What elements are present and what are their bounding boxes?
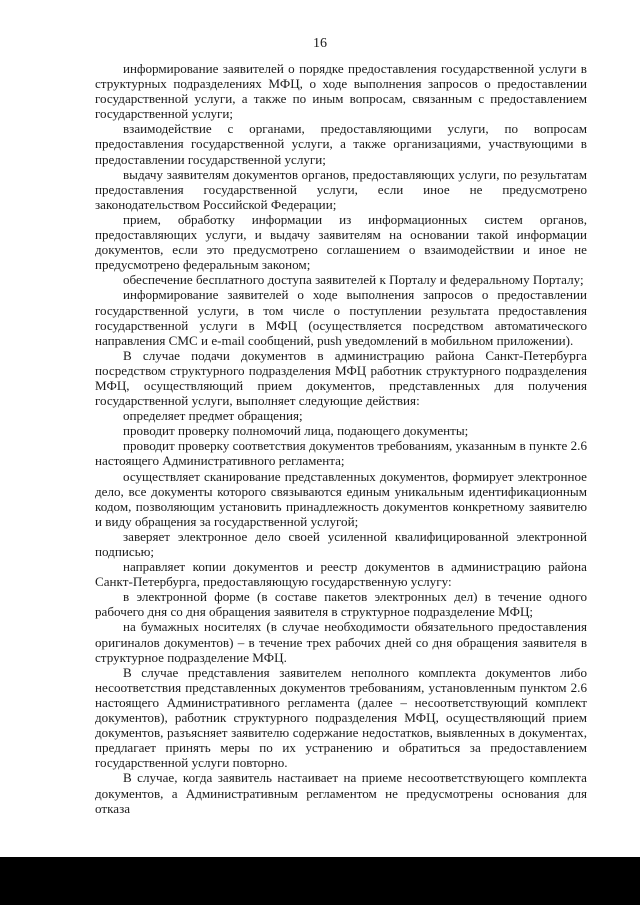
paragraph: в электронной форме (в составе пакетов электронных дел) в течение одного рабочего дня со дня обращения заявителя в структурное подразделение МФЦ; <box>95 589 587 620</box>
paragraph: выдачу заявителям документов органов, предоставляющих услуги, по результатам предоставления государственной услуги, если иное не предусмотрено законодательством Российской Федерации; <box>95 166 587 212</box>
paragraph: осуществляет сканирование представленных документов, формирует электронное дело, все документы которого связываются единым уникальным идентификационным кодом, позволяющим установить принадлежность документов конкретному заявителю и виду обращения за государственной услугой; <box>95 468 587 529</box>
paragraph: В случае представления заявителем неполного комплекта документов либо несоответствия представленных документов требованиям, установленным пунктом 2.6 настоящего Административного регламента (далее – несоответствующий комплект документов), работник структурного подразделения МФЦ, осуществляющий прием документов, разъясняет заявителю содержание недостатков, выявленных в документах, предлагает принять меры по их устранению и обратиться за предоставлением государственной услуги повторно. <box>95 664 587 771</box>
paragraph: определяет предмет обращения; <box>123 408 303 424</box>
paragraph: заверяет электронное дело своей усиленной квалифицированной электронной подписью; <box>95 528 587 559</box>
paragraph: информирование заявителей о порядке предоставления государственной услуги в структурных подразделениях МФЦ, о ходе выполнения запросов о предоставлении государственной услуги, а также по иным вопросам, связанным с предоставлением государственной услуги; <box>95 61 587 122</box>
scan-edge-bar <box>0 857 640 905</box>
page-number: 16 <box>313 36 327 51</box>
paragraph: проводит проверку полномочий лица, подающего документы; <box>123 423 469 439</box>
paragraph: прием, обработку информации из информационных систем органов, предоставляющих услуги, и выдачу заявителям на основании такой информации документов, если это предусмотрено соглашением о взаимодействии и иное не предусмотрено федеральным законом; <box>95 211 587 273</box>
paragraph: обеспечение бесплатного доступа заявителей к Порталу и федеральному Порталу; <box>123 272 584 288</box>
document-body <box>95 61 587 816</box>
paragraph: взаимодействие с органами, предоставляющими услуги, по вопросам предоставления государственной услуги, а также организациями, участвующими в предоставлении государственной услуги; <box>95 121 587 167</box>
paragraph: В случае, когда заявитель настаивает на приеме несоответствующего комплекта документов, а Административным регламентом не предусмотрены основания для отказа <box>95 770 587 816</box>
paragraph: на бумажных носителях (в случае необходимости обязательного предоставления оригиналов документов) – в течение трех рабочих дней со дня обращения заявителя в структурное подразделение МФЦ. <box>95 619 587 665</box>
paragraph: В случае подачи документов в администрацию района Санкт-Петербурга посредством структурного подразделения МФЦ работник структурного подразделения МФЦ, осуществляющий прием документов, представленных для получения государственной услуги, выполняет следующие действия: <box>95 347 587 409</box>
paragraph: проводит проверку соответствия документов требованиям, указанным в пункте 2.6 настоящего Административного регламента; <box>95 438 587 469</box>
paragraph: информирование заявителей о ходе выполнения запросов о предоставлении государственной услуги, в том числе о поступлении результата предоставления государственной услуги в МФЦ (осуществляется посредством автоматического направления СМС и e-mail сообщений, push уведомлений в мобильном приложении). <box>95 287 587 348</box>
paragraph: направляет копии документов и реестр документов в администрацию района Санкт-Петербурга, предоставляющую государственную услугу: <box>95 559 587 590</box>
